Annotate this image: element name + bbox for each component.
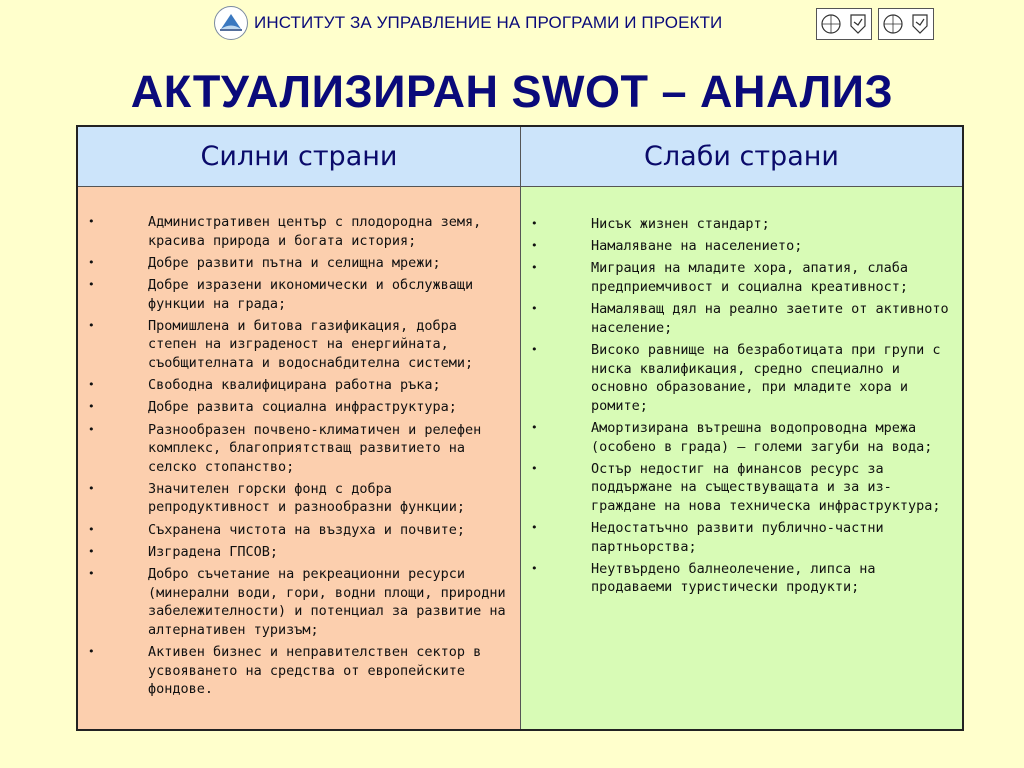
list-item	[78, 213, 510, 250]
iso-cert-icon	[816, 8, 872, 40]
list-item	[78, 565, 510, 639]
list-item	[78, 421, 510, 477]
bullet-icon: •	[88, 544, 95, 558]
list-item-text: Неутвърдено балнеолечение, липса на продаваеми туристически продукти;	[591, 560, 876, 596]
list-item-text: Значителен горски фонд с добра репродуктивност и разнообразни функции;	[148, 480, 465, 516]
list-item-text: Разнообразен почвено-климатичен и релефен комплекс, благоприятстващ развитието на селско стопанство;	[148, 421, 482, 475]
list-item	[78, 398, 510, 417]
list-item	[521, 419, 952, 456]
list-item	[521, 460, 952, 516]
list-item-text: Намаляващ дял на реално заетите от активното население;	[591, 301, 949, 336]
list-item	[78, 276, 510, 313]
list-item-text: Нисък жизнен стандарт;	[591, 216, 770, 232]
list-item-text: Административен център с плодородна земя, красива природа и богата история;	[148, 214, 482, 249]
list-item-text: Намаляване на населението;	[591, 238, 803, 255]
bullet-icon: •	[531, 239, 538, 253]
list-item-text: Добре развити пътна и селищна мрежи;	[148, 254, 441, 271]
institute-header	[214, 6, 722, 40]
list-item	[78, 543, 510, 562]
list-item-text: Добре развита социална инфраструктура;	[148, 399, 457, 416]
organization-name: ИНСТИТУТ ЗА УПРАВЛЕНИЕ НА ПРОГРАМИ И ПРОЕКТИ	[254, 13, 723, 32]
list-item-text: Миграция на младите хора, апатия, слаба предприемчивост и социална креативност;	[591, 260, 908, 295]
bullet-icon: •	[88, 378, 95, 392]
list-item-text: Добро съчетание на рекреационни ресурси (минерални води, гори, водни площи, природни забележителности) и потенциал за развитие на алтернативен туризъм;	[148, 566, 506, 638]
list-item	[78, 376, 510, 395]
bullet-icon: •	[88, 481, 95, 495]
bullet-icon: •	[88, 277, 95, 291]
list-item	[521, 237, 952, 256]
list-item-text: Изградена ГПСОВ;	[148, 543, 279, 560]
certification-badges	[816, 8, 934, 40]
bullet-icon: •	[531, 302, 538, 316]
list-item	[521, 259, 952, 296]
list-item-text: Съхранена чистота на въздуха и почвите;	[148, 521, 465, 538]
swot-table	[76, 125, 964, 731]
list-item-text: Промишлена и битова газификация, добра степен на изграденост на енергийната, съобщителната и водоснабдителна системи;	[148, 317, 474, 371]
list-item-text: Остър недостиг на финансов ресурс за поддържане на съществуващата и за из-граждане на нова техническа инфраструктура;	[591, 460, 941, 514]
bullet-icon: •	[88, 215, 95, 228]
list-item-text: Високо равнище на безработицата при групи с ниска квалификация, средно специално и основно образование, при младите хора и ромите;	[591, 341, 941, 414]
weaknesses-list	[521, 215, 952, 597]
list-item	[521, 300, 952, 337]
page-title: АКТУАЛИЗИРАН SWOT – АНАЛИЗ	[130, 66, 894, 117]
institute-logo-icon	[214, 6, 248, 40]
list-item	[521, 341, 952, 415]
bullet-icon: •	[531, 217, 538, 230]
bullet-icon: •	[88, 645, 95, 658]
list-item	[521, 519, 952, 556]
strengths-cell	[78, 187, 521, 729]
list-item	[521, 560, 952, 597]
ukas-cert-icon	[878, 8, 934, 40]
strengths-list	[78, 213, 510, 699]
list-item	[521, 215, 952, 234]
bullet-icon: •	[531, 561, 538, 575]
bullet-icon: •	[531, 342, 538, 356]
list-item-text: Амортизирана вътрешна водопроводна мрежа (особено в града) – големи загуби на вода;	[591, 419, 933, 455]
bullet-icon: •	[88, 318, 95, 332]
list-item	[78, 521, 510, 540]
weaknesses-cell	[521, 187, 962, 729]
list-item-text: Активен бизнес и неправителствен сектор в усвояването на средства от европейските фондове.	[148, 644, 482, 698]
list-item	[78, 317, 510, 373]
bullet-icon: •	[531, 261, 538, 275]
list-item-text: Свободна квалифицирана работна ръка;	[148, 377, 441, 394]
strengths-heading: Силни страни	[78, 127, 521, 187]
bullet-icon: •	[88, 522, 95, 536]
weaknesses-heading: Слаби страни	[521, 127, 962, 187]
bullet-icon: •	[88, 567, 95, 581]
bullet-icon: •	[88, 422, 95, 436]
list-item-text: Добре изразени икономически и обслужващи функции на града;	[148, 276, 474, 312]
bullet-icon: •	[531, 521, 538, 535]
bullet-icon: •	[88, 400, 95, 414]
list-item	[78, 480, 510, 517]
list-item-text: Недостатъчно развити публично-частни партньорства;	[591, 520, 884, 555]
list-item	[78, 643, 510, 699]
list-item	[78, 254, 510, 273]
bullet-icon: •	[88, 255, 95, 269]
bullet-icon: •	[531, 461, 538, 475]
bullet-icon: •	[531, 420, 538, 434]
